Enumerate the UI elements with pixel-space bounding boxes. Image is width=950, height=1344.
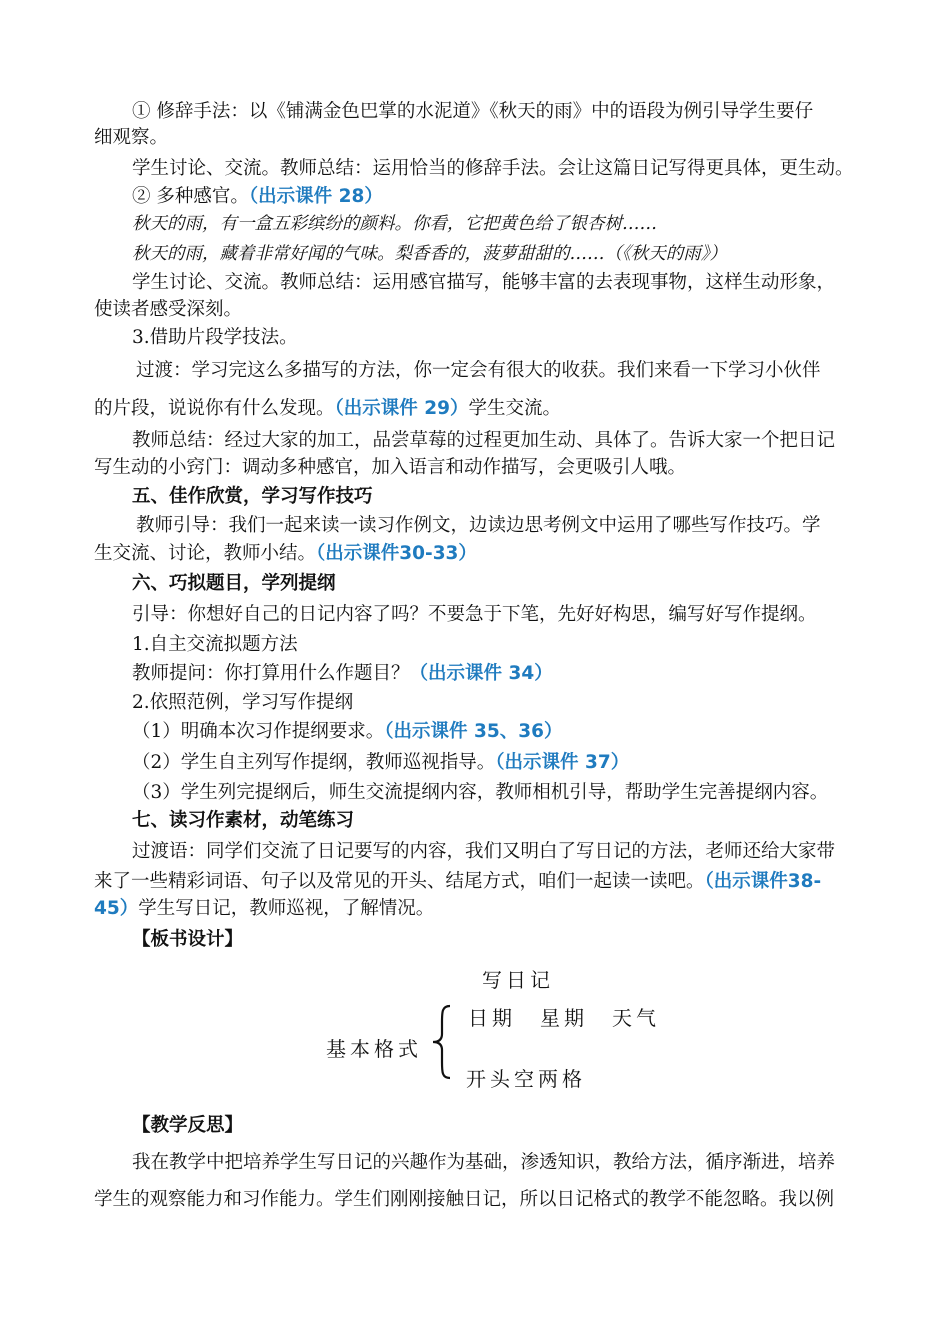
paragraph: 写生动的小窍门：调动多种感官，加入语言和动作描写，会更吸引人哦。: [94, 457, 687, 478]
courseware-ref: 45）: [94, 898, 139, 919]
paragraph: 引导：你想好自己的日记内容了吗？不要急于下笔，先好好构思，编写好写作提纲。: [132, 604, 817, 625]
paragraph: （1）明确本次习作提纲要求。（出示课件 35、36）: [132, 721, 563, 742]
section-heading: 五、佳作欣赏，学习写作技巧: [132, 486, 373, 507]
paragraph: 生交流、讨论，教师小结。（出示课件30-33）: [94, 543, 477, 564]
paragraph: 教师提问：你打算用什么作题目？（出示课件 34）: [132, 663, 553, 684]
reflection-heading: 【教学反思】: [132, 1115, 244, 1136]
paragraph: 教师总结：经过大家的加工，品尝草莓的过程更加生动、具体了。告诉大家一个把日记: [132, 430, 836, 451]
board-left-label: 基本格式: [326, 1037, 422, 1061]
courseware-ref: （出示课件 28）: [248, 186, 383, 207]
paragraph: 过渡：学习完这么多描写的方法，你一定会有很大的收获。我们来看一下学习小伙伴: [136, 360, 821, 381]
paragraph: 45）学生写日记，教师巡视，了解情况。: [94, 898, 435, 919]
paragraph: 的片段，说说你有什么发现。（出示课件 29）学生交流。: [94, 398, 561, 419]
paragraph: 学生讨论、交流。教师总结：运用恰当的修辞手法。会让这篇日记写得更具体，更生动。: [132, 158, 854, 179]
courseware-ref: （出示课件38-: [704, 871, 822, 892]
paragraph: （2）学生自主列写作提纲，教师巡视指导。（出示课件 37）: [132, 752, 630, 773]
paragraph: 2.依照范例，学习写作提纲: [132, 692, 354, 713]
courseware-ref: （出示课件 37）: [495, 752, 630, 773]
courseware-ref: （出示课件30-33）: [316, 543, 477, 564]
paragraph: 来了一些精彩词语、句子以及常见的开头、结尾方式，咱们一起读一读吧。（出示课件38-: [94, 871, 822, 892]
paragraph: 过渡语：同学们交流了日记要写的内容，我们又明白了写日记的方法，老师还给大家带: [132, 841, 836, 862]
paragraph: 使读者感受深刻。: [94, 299, 243, 320]
courseware-ref: （出示课件 34）: [409, 663, 553, 684]
paragraph: ① 修辞手法：以《铺满金色巴掌的水泥道》《秋天的雨》中的语段为例引导学生要仔: [132, 101, 814, 122]
section-heading: 六、巧拟题目，学列提纲: [132, 573, 336, 594]
paragraph: （3）学生列完提纲后，师生交流提纲内容，教师相机引导，帮助学生完善提纲内容。: [132, 782, 829, 803]
paragraph: ② 多种感官。（出示课件 28）: [132, 186, 383, 207]
board-design-heading: 【板书设计】: [132, 929, 244, 950]
board-title: 写日记: [482, 968, 554, 992]
quote-line: 秋天的雨，有一盒五彩缤纷的颜料。你看，它把黄色给了银杏树……: [132, 214, 657, 234]
paragraph: 3.借助片段学技法。: [132, 327, 298, 348]
quote-line: 秋天的雨，藏着非常好闻的气味。梨香香的，菠萝甜甜的……（《秋天的雨》）: [132, 244, 727, 264]
paragraph: 学生的观察能力和习作能力。学生们刚刚接触日记，所以日记格式的教学不能忽略。我以例: [94, 1189, 835, 1210]
paragraph: 教师引导：我们一起来读一读习作例文，边读边思考例文中运用了哪些写作技巧。学: [136, 515, 821, 536]
board-line-date: 日期 星期 天气: [468, 1006, 660, 1030]
board-line-indent: 开头空两格: [466, 1067, 586, 1091]
paragraph: 1.自主交流拟题方法: [132, 634, 298, 655]
brace-icon: [430, 1004, 456, 1080]
section-heading: 七、读习作素材，动笔练习: [132, 810, 355, 831]
courseware-ref: （出示课件 35、36）: [384, 721, 563, 742]
paragraph: 细观察。: [94, 127, 169, 148]
courseware-ref: （出示课件 29）: [334, 398, 469, 419]
paragraph: 我在教学中把培养学生写日记的兴趣作为基础，渗透知识，教给方法，循序渐进，培养: [132, 1152, 836, 1173]
paragraph: 学生讨论、交流。教师总结：运用感官描写，能够丰富的去表现事物，这样生动形象，: [132, 272, 836, 293]
